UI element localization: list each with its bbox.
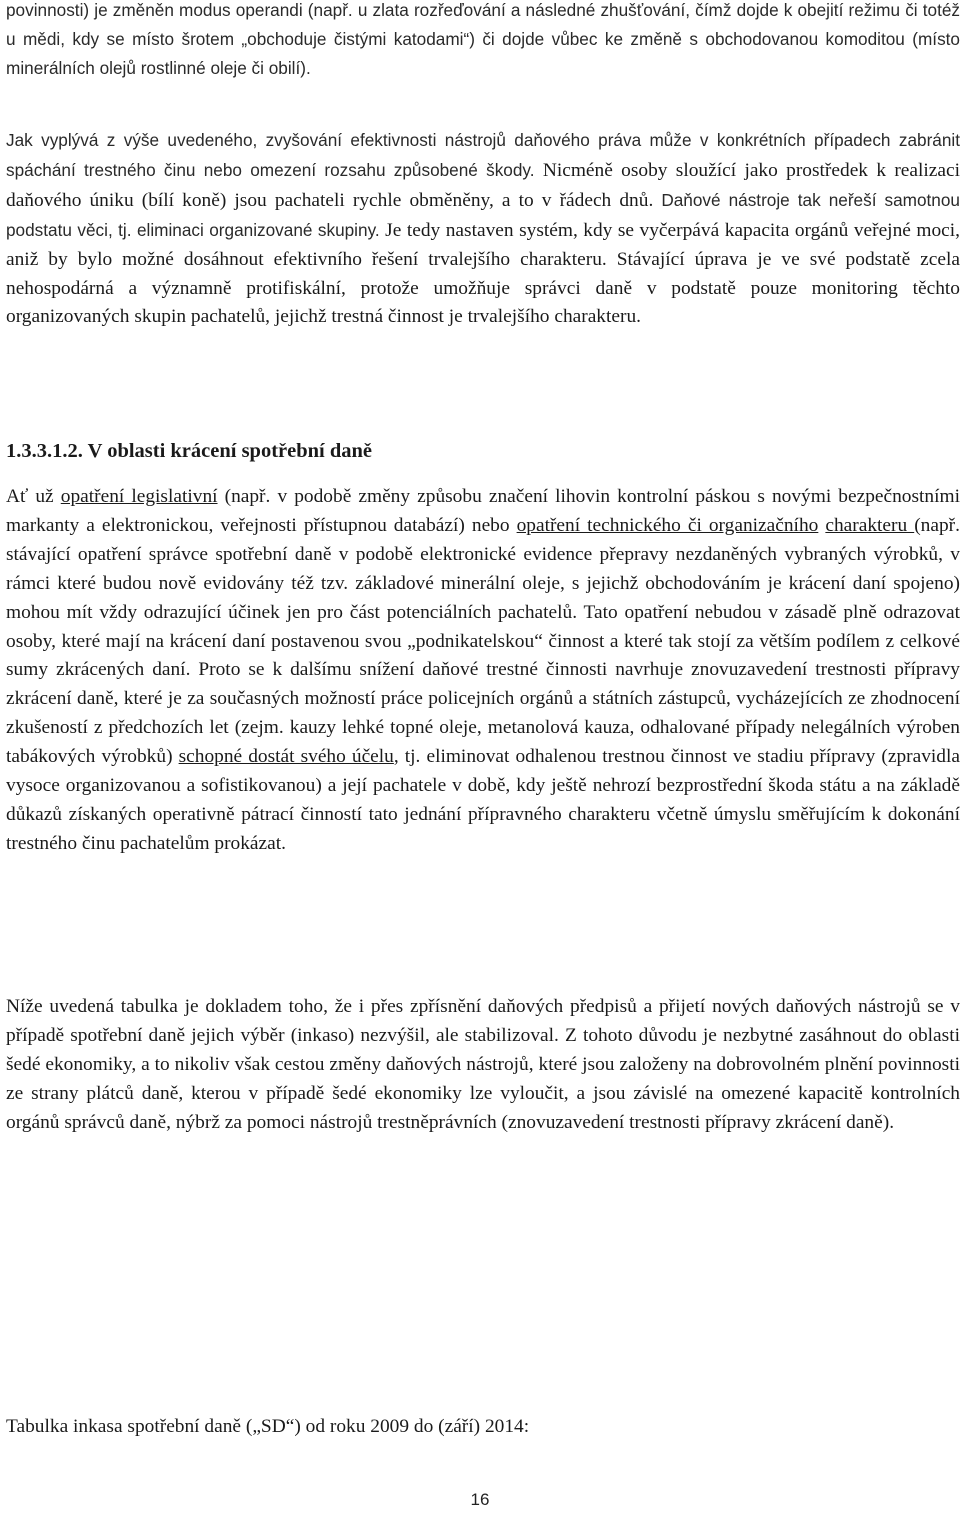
underlined-text: charakteru [825,514,915,536]
text-run: (např. v podobě změny způsobu značení lihovin kontrolní páskou s novými bezpečnostními markanty a elektronickou, veřejnosti přístupnou databází) nebo [6,486,960,536]
underlined-text: opatření legislativní [60,486,218,507]
paragraph-excise-measures [6,483,960,859]
text-run: , tj. eliminovat odhalenou trestnou činnost ve stadiu přípravy (zpravidla vysoce organizovanou a sofistikovanou) a její pachatele v době, kdy ještě nehrozí bezprostřední škoda státu a na základě důkazů získaných operativně pátrací činností tato jednání přípravného charakteru včetně úmyslu směřujícím k dokonání trestného činu pachatelům prokázat. [6,746,960,854]
text-run: (např. stávající opatření správce spotřební daně v podobě elektronické evidence přepravy nezdaněných vybraných výrobků, v rámci které budou nově evidovány též tzv. základové minerální oleje, s jejichž obchodováním je krácení daní spojeno) mohou mít vždy odrazující účinek jen pro část potenciálních pachatelů. Tato opatření nebudou v zásadě plně odrazovat osoby, které mají na krácení daní postavenou svou „podnikatelskou“ činnost a které tak stojí za větším podílem z celkové sumy zkrácených daní. Proto se k dalšímu snížení daňové trestné činnosti navrhuje znovuzavedení trestnosti přípravy zkrácení daně, které je za současných možností práce policejních orgánů a státních zástupců, vycházejících ze zhodnocení zkušeností z předchozích let (zejm. kauzy lehké topné oleje, metanolová kauza, odhalované případy nelegálních výroben tabákových výrobků) [6,514,960,768]
section-heading: 1.3.3.1.2. V oblasti krácení spotřební daně [6,440,373,462]
sentence-serif: Je tedy nastaven systém, kdy se vyčerpává kapacita orgánů veřejné moci, aniž by bylo možné dosáhnout efektivního řešení trvalejšího charakteru. Stávající úprava je ve své podstatě zcela nehospodárná a významně protifiskální, protože umožňuje správci daně v podstatě pouze monitoring těchto organizovaných skupin pachatelů, jejichž trestná činnost je trvalejšího charakteru. [6,219,960,328]
paragraph-table-intro: Níže uvedená tabulka je dokladem toho, že i přes zpřísnění daňových předpisů a přijetí nových daňových nástrojů se v případě spotřební daně jejich výběr (inkaso) nezvýšil, ale stabilizoval. Z tohoto důvodu je nezbytné zasáhnout do oblasti šedé ekonomiky, a to nikoliv však cestou změny daňových nástrojů, které jsou založeny na dobrovolném plnění povinnosti ze strany plátců daně, kterou v případě šedé ekonomiky lze vyloučit, a jsou závislé na omezené kapacitě kontrolních orgánů správců daně, nýbrž za pomoci nástrojů trestněprávních (znovuzavedení trestnosti přípravy zkrácení daně). [6,996,960,1133]
underlined-text: schopné dostát svého účelu [178,746,394,768]
paragraph-text: povinnosti) je změněn modus operandi (např. u zlata rozřeďování a následné zhušťování, čímž dojde k obejití režimu či totéž u mědi, kdy se místo šrotem „obchoduje čistými katodami“) či dojde vůbec ke změně s obchodovanou komoditou (místo minerálních olejů rostlinné oleje či obilí). [6,0,960,78]
page-number: 16 [470,1490,490,1509]
sentence-serif: Nicméně osoby sloužící jako prostředek k realizaci daňového úniku (bílí koně) jsou pachateli rychle obměněny, a to v řádech dnů. [6,159,960,211]
text-run: Ať už [6,486,61,507]
sentence-sans: Daňové nástroje tak neřeší samotnou podstatu věci, tj. eliminaci organizované skupiny. [6,189,960,240]
paragraph-intro-continuation [6,0,960,83]
underlined-text: opatření technického či organizačního [516,514,819,536]
paragraph-tool-efficiency [6,126,960,332]
sentence-sans: Jak vyplývá z výše uvedeného, zvyšování efektivnosti nástrojů daňového práva může v konkrétních případech zabránit spáchání trestného činu nebo omezení rozsahu způsobené škody. [6,130,960,180]
table-caption: Tabulka inkasa spotřební daně („SD“) od roku 2009 do (září) 2014: [6,1416,530,1437]
